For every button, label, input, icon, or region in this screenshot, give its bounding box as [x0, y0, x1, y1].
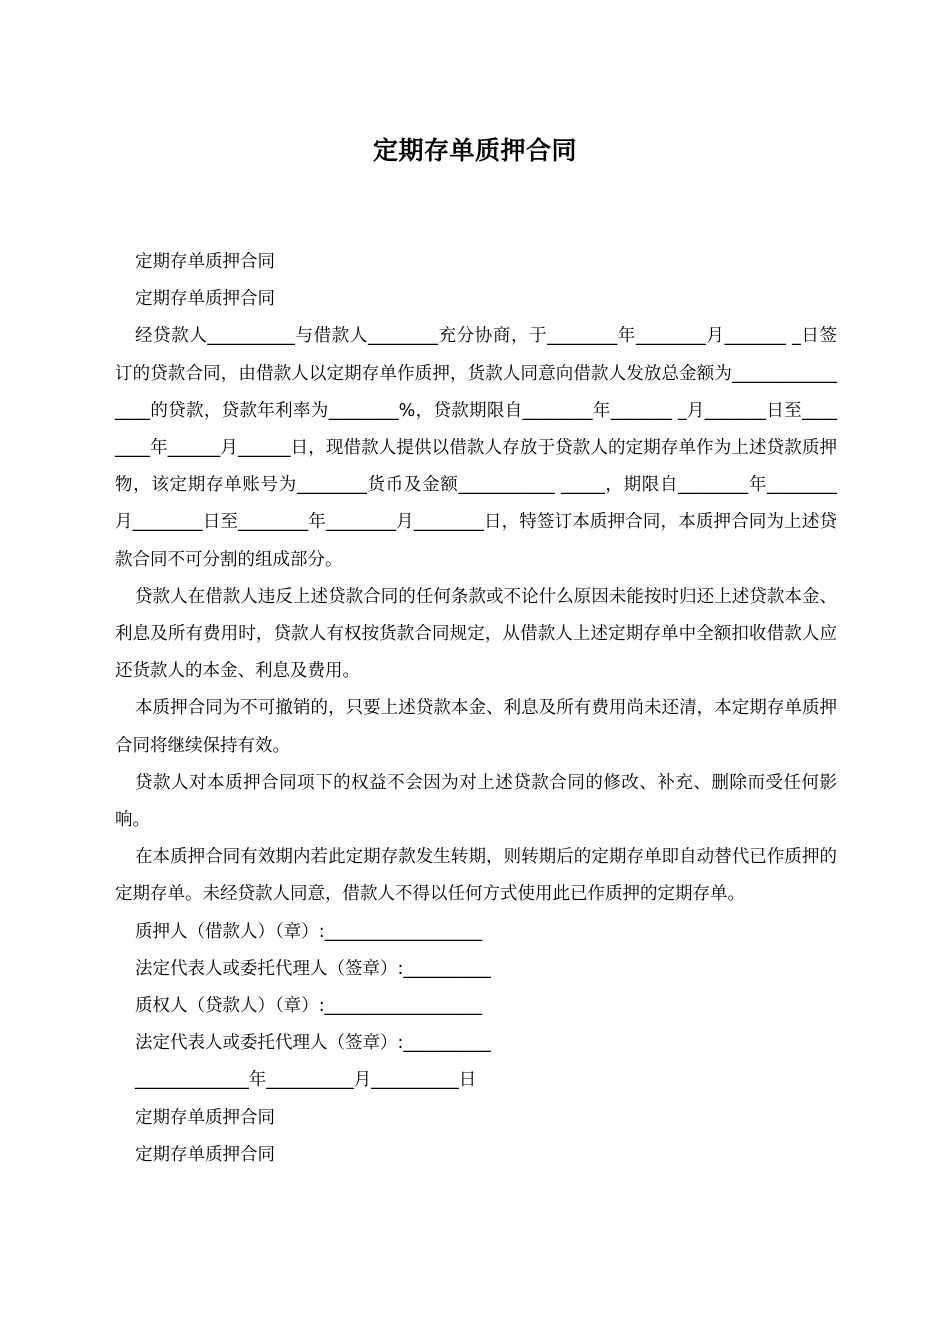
document-title: 定期存单质押合同 [372, 136, 577, 165]
footer-line: 定期存单质押合同 [135, 1107, 275, 1128]
paragraph-rights-clause: 贷款人对本质押合同项下的权益不会因为对上述贷款合同的修改、补充、删除而受任何影响。 [115, 772, 837, 831]
signature-pledgor-representative: 法定代表人或委托代理人（签章）:__________ [135, 958, 491, 979]
paragraph-rollover-clause: 在本质押合同有效期内若此定期存款发生转期，则转期后的定期存单即自动替代已作质押的定期存单。未经贷款人同意，借款人不得以任何方式使用此已作质押的定期存单。 [115, 847, 837, 905]
paragraph-contract-terms: 经贷款人__________与借款人________充分协商，于________年________月_______ _日签订的贷款合同，由借款人以定期存单作质押，货款人同意向借款人发放总金额为________________的贷款，贷款年利率为________%，贷款期限自________年_______ _月_______日至________年______月______日，现借款人提供以借款人存放于贷款人的定期存单作为上述贷款质押物，该定期存单账号为________货币及金额___________ _____，期限自________年________月________日至________年________月________日，特签订本质押合同，本质押合同为上述贷款合同不可分割的组成部分。 [115, 326, 837, 570]
paragraph-default-clause: 贷款人在借款人违反上述贷款合同的任何条款或不论什么原因未能按时归还上述贷款本金、利息及所有费用时，贷款人有权按货款合同规定，从借款人上述定期存单中全额扣收借款人应还货款人的本金、利息及费用。 [115, 586, 837, 682]
signature-pledgor: 质押人（借款人）（章）:__________________ [135, 921, 483, 942]
header-line: 定期存单质押合同 [135, 289, 275, 310]
signature-pledgee-representative: 法定代表人或委托代理人（签章）:__________ [135, 1033, 491, 1054]
document-body [115, 244, 837, 1174]
footer-line: 定期存单质押合同 [135, 1144, 275, 1165]
signature-pledgee: 质权人（贷款人）（章）:__________________ [135, 996, 483, 1017]
paragraph-irrevocable-clause: 本质押合同为不可撤销的，只要上述贷款本金、利息及所有费用尚未还清，本定期存单质押合同将继续保持有效。 [115, 698, 837, 756]
header-line: 定期存单质押合同 [135, 252, 275, 272]
date-line: _____________年__________月__________日 [135, 1070, 477, 1091]
